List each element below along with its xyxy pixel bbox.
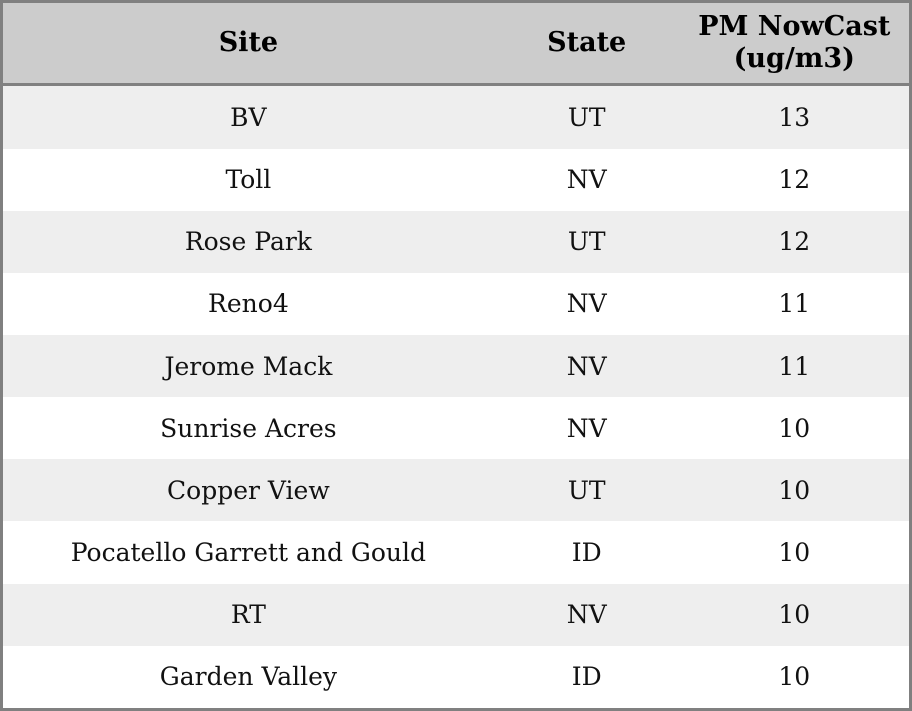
cell-state: UT — [494, 211, 680, 273]
cell-site: Garden Valley — [3, 646, 494, 708]
table-row — [3, 335, 909, 397]
cell-site: Pocatello Garrett and Gould — [3, 521, 494, 583]
cell-value: 13 — [680, 84, 909, 148]
cell-state: UT — [494, 84, 680, 148]
table-row — [3, 521, 909, 583]
table-header — [3, 3, 909, 84]
cell-value: 10 — [680, 584, 909, 646]
column-header-pm-nowcast: PM NowCast (ug/m3) — [680, 3, 909, 84]
cell-site: Copper View — [3, 459, 494, 521]
cell-value: 11 — [680, 335, 909, 397]
cell-value: 10 — [680, 646, 909, 708]
cell-state: NV — [494, 335, 680, 397]
cell-value: 12 — [680, 149, 909, 211]
cell-value: 10 — [680, 459, 909, 521]
table-header-row — [3, 3, 909, 84]
cell-site: Reno4 — [3, 273, 494, 335]
table-body — [3, 84, 909, 708]
column-header-site: Site — [3, 3, 494, 84]
cell-value: 10 — [680, 397, 909, 459]
cell-value: 11 — [680, 273, 909, 335]
cell-state: NV — [494, 584, 680, 646]
cell-state: UT — [494, 459, 680, 521]
table-row — [3, 211, 909, 273]
cell-site: RT — [3, 584, 494, 646]
cell-site: Sunrise Acres — [3, 397, 494, 459]
cell-value: 10 — [680, 521, 909, 583]
table-row — [3, 149, 909, 211]
column-header-state: State — [494, 3, 680, 84]
pm-nowcast-table — [3, 3, 909, 708]
cell-site: BV — [3, 84, 494, 148]
cell-state: NV — [494, 273, 680, 335]
table-row — [3, 84, 909, 148]
table-row — [3, 273, 909, 335]
cell-state: NV — [494, 149, 680, 211]
cell-site: Jerome Mack — [3, 335, 494, 397]
table-row — [3, 646, 909, 708]
table-row — [3, 584, 909, 646]
cell-value: 12 — [680, 211, 909, 273]
cell-site: Rose Park — [3, 211, 494, 273]
cell-site: Toll — [3, 149, 494, 211]
cell-state: ID — [494, 646, 680, 708]
table-row — [3, 397, 909, 459]
cell-state: ID — [494, 521, 680, 583]
table-row — [3, 459, 909, 521]
cell-state: NV — [494, 397, 680, 459]
